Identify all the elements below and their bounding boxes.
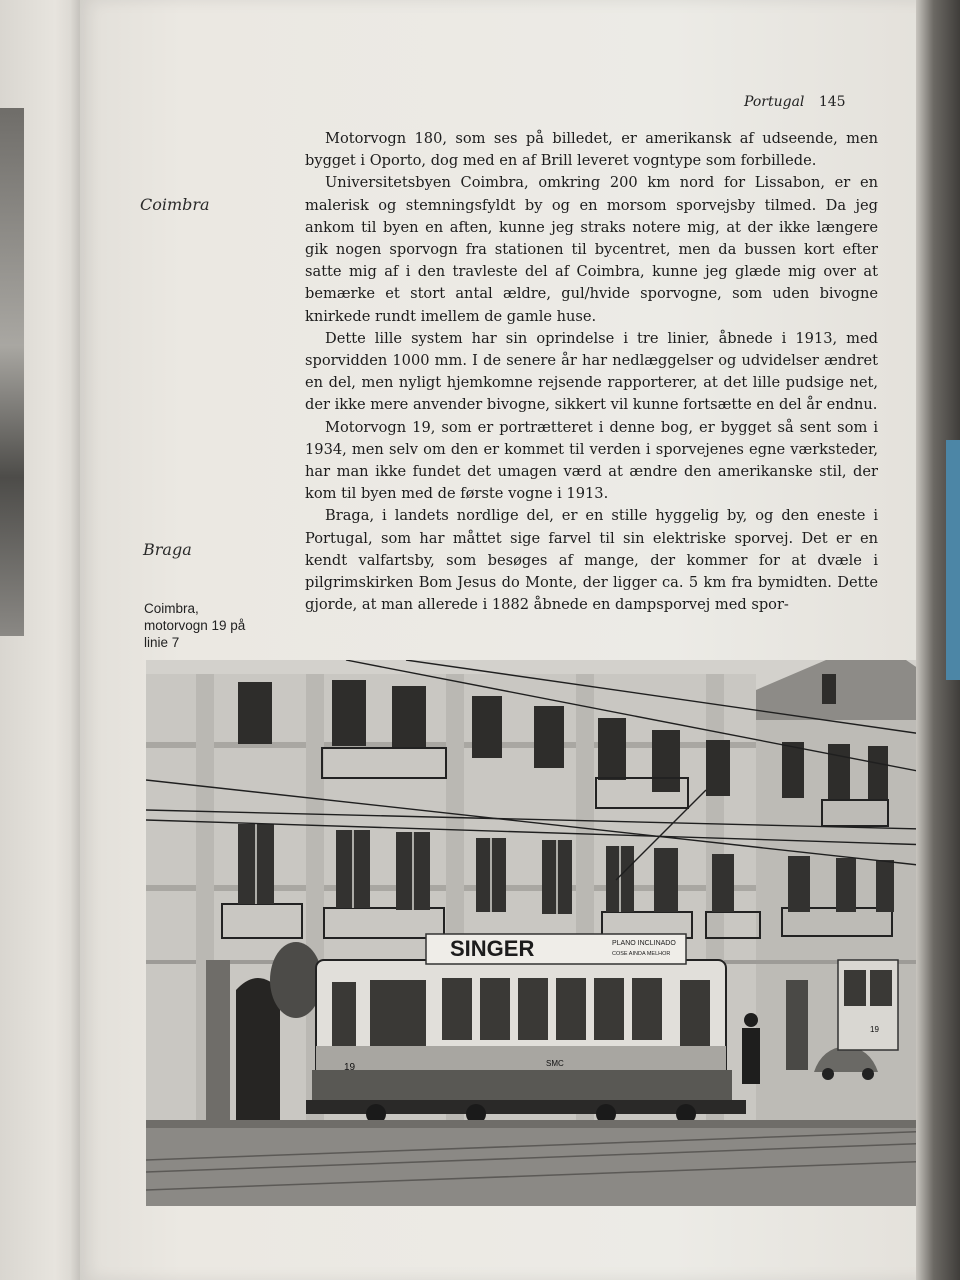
running-head-title: Portugal [744,94,805,110]
pedestrian [742,1028,760,1084]
paragraph: Motorvogn 19, som er portrætteret i denne bog, er bygget så sent som i 1934, men selv om den er kommet til verden i sporvejenes egne værksteder, har man ikke fundet det umagen værd at ændre den amerikanske stil, der kom til byen med de første vogne i 1913. [305,418,878,503]
book-page [80,0,926,1280]
caption-line: Coimbra, [144,601,199,616]
tree [270,942,322,1018]
paragraph: Braga, i landets nordlige del, er en stille hyggelig by, og den eneste i Portugal, som har måttet sige farvel til sin elektriske sporvej. Det er en kendt valfartsby, som besøges af mange, der kommer for at dvæle i pilgrimskirken Bom Jesus do Monte, der ligger ca. 5 km fra bymidten. Dette gjorde, at man allerede i 1882 åbnede en dampsporvej med spor- [305,507,878,614]
caption-line: linie 7 [144,635,180,650]
tram-number: 19 [344,1062,356,1073]
tram-19 [306,934,746,1124]
page-number: 145 [818,94,846,110]
blue-book-edge [946,440,960,680]
arched-doorway [236,978,280,1120]
tram-photograph [146,660,960,1206]
body-text [305,128,878,616]
tram-sign-sub: PLANO INCLINADO [612,940,676,947]
margin-note-coimbra: Coimbra [140,195,210,214]
tram-second [838,960,898,1050]
tram-sign-sub2: COSE AINDA MELHOR [612,951,671,957]
margin-note-braga: Braga [143,540,192,559]
right-page-edge [916,0,960,1280]
caption-line: motorvogn 19 på [144,618,246,633]
tram-sign: SINGER [450,936,535,961]
paragraph: Universitetsbyen Coimbra, omkring 200 km nord for Lissabon, er en malerisk og stemningsfyldt by og en morsom sporvejsby tilmed. Da jeg ankom til byen en aften, kunne jeg straks notere mig, at der ikke længere gik nogen sporvogn fra stationen til bycentret, men da bussen kort efter satte mig af i den travleste del af Coimbra, kunne jeg glæde mig over at bemærke et stort antal ældre, gul/hvide sporvogne, som uden bivogne knirkede rundt imellem de gamle huse. [305,174,878,325]
street [146,1120,960,1206]
left-page-edge [0,0,92,1280]
left-page-photo-edge [0,108,24,636]
paragraph: Dette lille system har sin oprindelse i tre linier, åbnede i 1913, med sporvidden 1000 mm. I de senere år har nedlæggelser og udvidelser ændret en del, men nyligt hjemkomne rejsende rapporterer, at det lille pudsige net, der ikke mere anvender bivogne, sikkert vil kunne fortsætte en del år endnu. [305,329,878,414]
tram-operator: SMC [546,1059,564,1068]
running-head [744,94,846,110]
photo-caption [144,600,284,651]
second-tram-number: 19 [870,1025,879,1034]
paragraph: Motorvogn 180, som ses på billedet, er amerikansk af udseende, men bygget i Oporto, dog med en af Brill leveret vogntype som forbillede. [305,130,878,170]
